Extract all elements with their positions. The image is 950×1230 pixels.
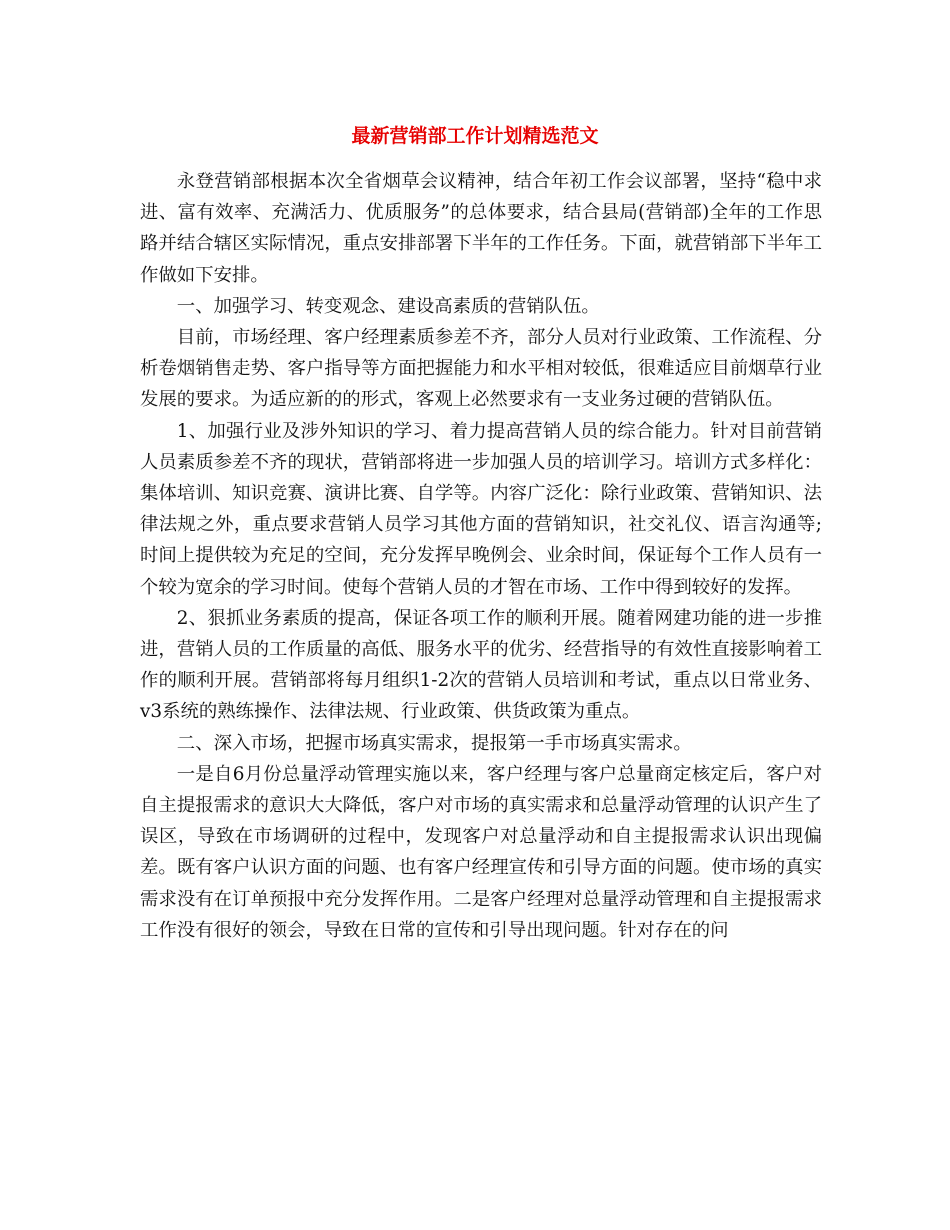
paragraph-current-status: 目前，市场经理、客户经理素质参差不齐，部分人员对行业政策、工作流程、分析卷烟销售走势、客户指导等方面把握能力和水平相对较低，很难适应目前烟草行业发展的要求。为适应新的的形式，客观上必然要求有一支业务过硬的营销队伍。	[140, 327, 822, 411]
paragraph-item-2: 2、狠抓业务素质的提高，保证各项工作的顺利开展。随着网建功能的进一步推进，营销人员的工作质量的高低、服务水平的优劣、经营指导的有效性直接影响着工作的顺利开展。营销部将每月组织1-2次的营销人员培训和考试，重点以日常业务、v3系统的熟练操作、法律法规、行业政策、供货政策为重点。	[140, 607, 822, 723]
heading-section-2: 二、深入市场，把握市场真实需求，提报第一手市场真实需求。	[176, 732, 692, 754]
heading-section-1: 一、加强学习、转变观念、建设高素质的营销队伍。	[176, 295, 600, 317]
paragraph-intro: 永登营销部根据本次全省烟草会议精神，结合年初工作会议部署，坚持“稳中求进、富有效率、充满活力、优质服务”的总体要求，结合县局(营销部)全年的工作思路并结合辖区实际情况，重点安排部署下半年的工作任务。下面，就营销部下半年工作做如下安排。	[140, 171, 822, 286]
paragraph-market-demand: 一是自6月份总量浮动管理实施以来，客户经理与客户总量商定核定后，客户对自主提报需求的意识大大降低，客户对市场的真实需求和总量浮动管理的认识产生了误区，导致在市场调研的过程中，发现客户对总量浮动和自主提报需求认识出现偏差。既有客户认识方面的问题、也有客户经理宣传和引导方面的问题。使市场的真实需求没有在订单预报中充分发挥作用。二是客户经理对总量浮动管理和自主提报需求工作没有很好的领会，导致在日常的宣传和引导出现问题。针对存在的问	[140, 763, 822, 941]
document-title: 最新营销部工作计划精选范文	[351, 125, 599, 147]
paragraph-item-1: 1、加强行业及涉外知识的学习、着力提高营销人员的综合能力。针对目前营销人员素质参差不齐的现状，营销部将进一步加强人员的培训学习。培训方式多样化：集体培训、知识竞赛、演讲比赛、自学等。内容广泛化：除行业政策、营销知识、法律法规之外，重点要求营销人员学习其他方面的营销知识，社交礼仪、语言沟通等;时间上提供较为充足的空间，充分发挥早晚例会、业余时间，保证每个工作人员有一个较为宽余的学习时间。使每个营销人员的才智在市场、工作中得到较好的发挥。	[140, 420, 822, 598]
document-body	[140, 166, 822, 946]
